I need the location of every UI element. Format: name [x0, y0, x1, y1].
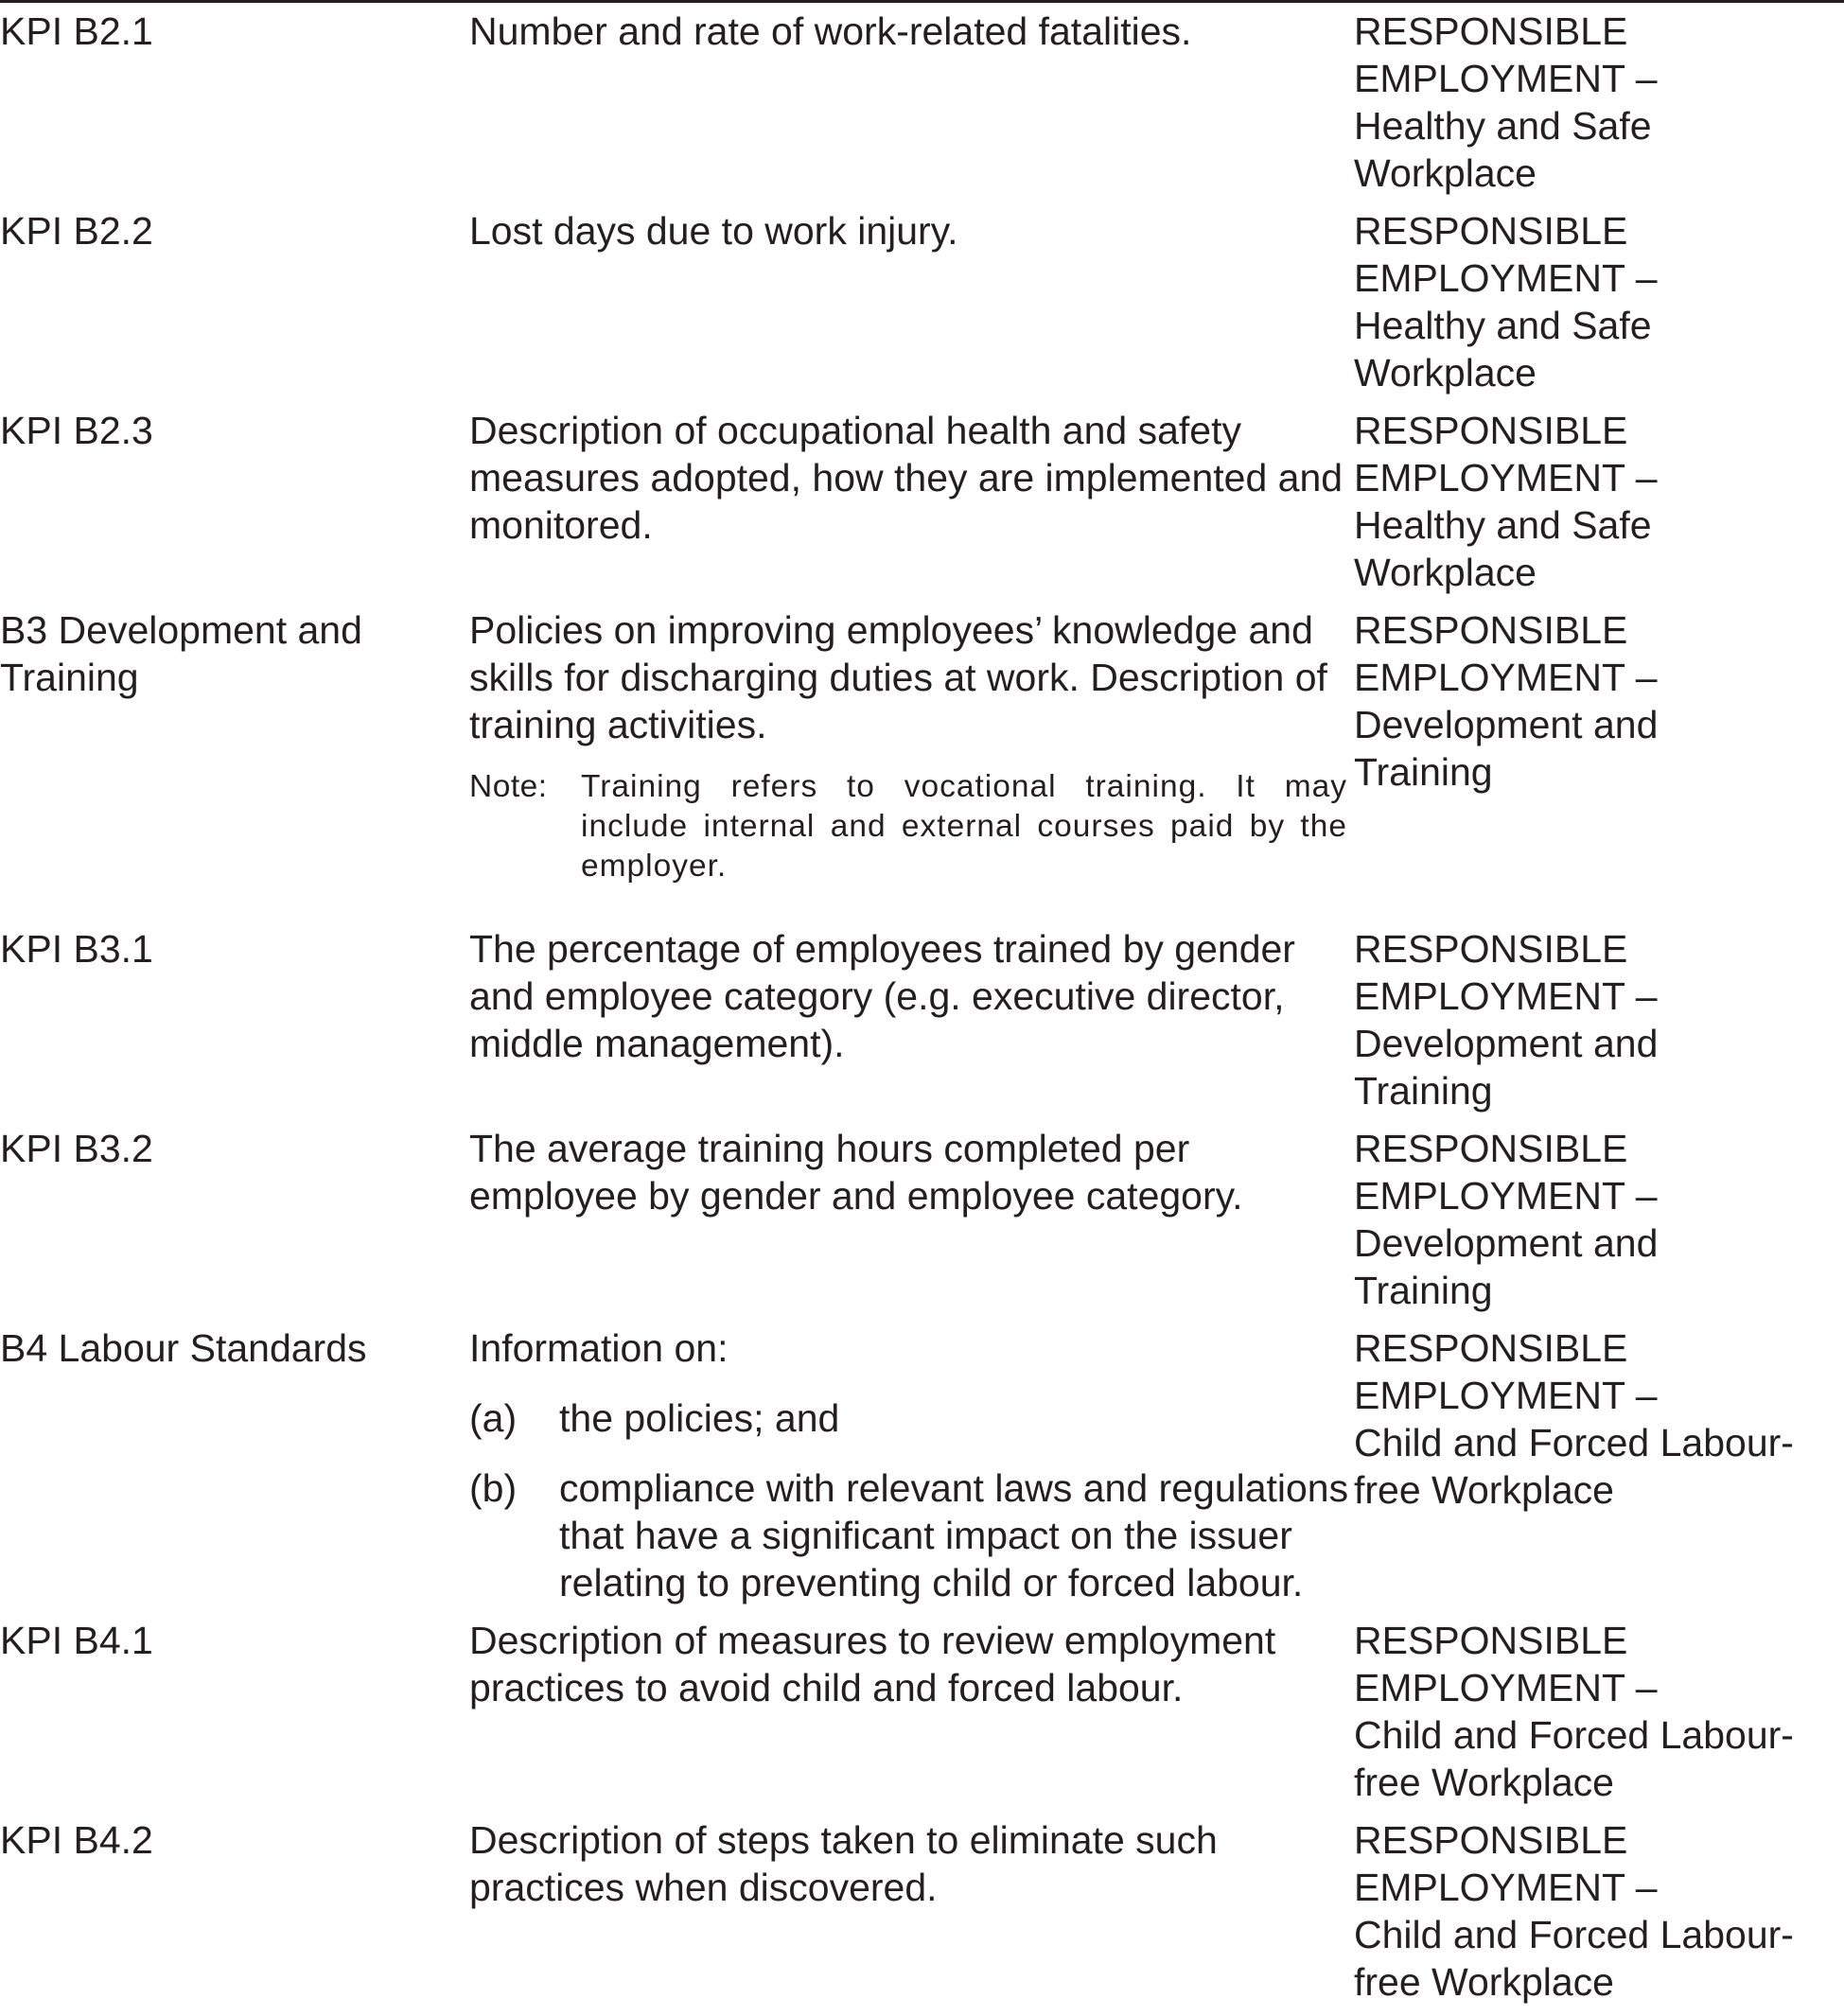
table-row — [0, 1125, 1844, 1324]
description-text: Information on: — [469, 1326, 729, 1370]
subject-cell: RESPONSIBLE EMPLOYMENT – Development and Training — [1354, 608, 1659, 794]
description-cell: Description of occupational health and safety measures adopted, how they are implemented and monitored. — [469, 409, 1343, 547]
list-item — [469, 1464, 1354, 1606]
list-text: compliance with relevant laws and regulations that have a significant impact on the issuer relating to preventing child or forced labour. — [559, 1466, 1349, 1604]
subject-cell: RESPONSIBLE EMPLOYMENT – Healthy and Safe Workplace — [1354, 409, 1658, 594]
aspect-cell: B3 Development and Training — [0, 608, 362, 699]
aspect-cell: KPI B4.2 — [0, 1818, 153, 1862]
subject-cell: RESPONSIBLE EMPLOYMENT – Healthy and Safe Workplace — [1354, 209, 1658, 394]
table-row — [0, 606, 1844, 925]
aspect-cell: B4 Labour Standards — [0, 1326, 367, 1370]
subject-cell: RESPONSIBLE EMPLOYMENT – Child and Forced Labour- free Workplace — [1354, 1818, 1794, 2004]
table-row — [0, 207, 1844, 407]
note-text: Training refers to vocational training. It may include internal and external courses paid by the employer. — [581, 769, 1347, 884]
table-row — [0, 1324, 1844, 1617]
subject-cell: RESPONSIBLE EMPLOYMENT – Child and Forced Labour- free Workplace — [1354, 1619, 1794, 1804]
disclosure-table — [0, 8, 1844, 2016]
list-marker: (a) — [469, 1396, 518, 1440]
description-cell: Description of steps taken to eliminate such practices when discovered. — [469, 1818, 1218, 1909]
table-row — [0, 407, 1844, 606]
description-cell: Number and rate of work-related fatalities. — [469, 9, 1192, 53]
aspect-cell: KPI B2.1 — [0, 9, 153, 53]
note — [469, 767, 1354, 886]
table-row — [0, 1617, 1844, 1816]
description-cell — [469, 1324, 1354, 1606]
description-text: Policies on improving employees’ knowledge and skills for discharging duties at work. Description of training activities. — [469, 608, 1327, 746]
list-text: the policies; and — [559, 1396, 840, 1440]
note-label: Note: — [469, 769, 548, 804]
subject-cell: RESPONSIBLE EMPLOYMENT – Healthy and Safe Workplace — [1354, 9, 1658, 195]
table-row — [0, 8, 1844, 207]
top-rule — [0, 0, 1844, 3]
description-cell: The percentage of employees trained by gender and employee category (e.g. executive director, middle management). — [469, 927, 1295, 1065]
subject-cell: RESPONSIBLE EMPLOYMENT – Development and Training — [1354, 1127, 1659, 1312]
description-cell — [469, 606, 1354, 886]
table-row — [0, 1816, 1844, 2016]
aspect-cell: KPI B2.2 — [0, 209, 153, 253]
description-cell: Lost days due to work injury. — [469, 209, 958, 253]
aspect-cell: KPI B3.2 — [0, 1127, 153, 1170]
description-cell: The average training hours completed per employee by gender and employee category. — [469, 1127, 1243, 1218]
aspect-cell: KPI B4.1 — [0, 1619, 153, 1662]
list-marker: (b) — [469, 1466, 518, 1510]
subject-cell: RESPONSIBLE EMPLOYMENT – Development and Training — [1354, 927, 1659, 1113]
subject-cell: RESPONSIBLE EMPLOYMENT – Child and Forced Labour- free Workplace — [1354, 1326, 1794, 1512]
list-item — [469, 1394, 1354, 1442]
aspect-cell: KPI B3.1 — [0, 927, 153, 971]
aspect-cell: KPI B2.3 — [0, 409, 153, 452]
description-cell: Description of measures to review employment practices to avoid child and forced labour. — [469, 1619, 1276, 1709]
table-row — [0, 925, 1844, 1125]
